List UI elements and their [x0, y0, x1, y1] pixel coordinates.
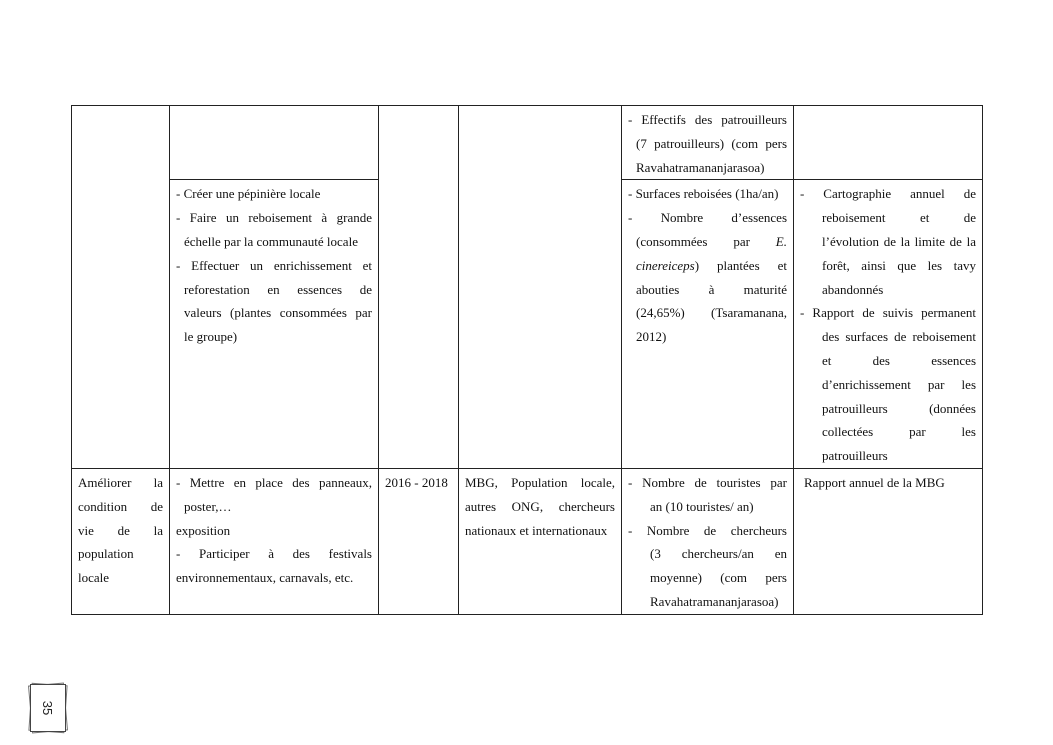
text-line: et des essences — [822, 352, 976, 368]
text-line: Ravahatramananjarasoa) — [650, 593, 779, 609]
text-line: - Créer une pépinière locale — [176, 186, 321, 202]
text-line: autres ONG, chercheurs — [465, 498, 615, 514]
text-line: an (10 touristes/ an) — [650, 498, 754, 514]
text-line: abandonnés — [822, 281, 884, 297]
text-line: - Effectifs des patrouilleurs — [628, 112, 787, 127]
text-line: le groupe) — [184, 329, 238, 345]
verification-cell — [794, 468, 983, 614]
text-line: Améliorer la — [78, 474, 163, 490]
table-row — [72, 106, 983, 180]
text-line: environnementaux, carnavals, etc. — [176, 570, 354, 586]
actor-cell — [459, 106, 622, 469]
table-row — [72, 468, 983, 614]
species-italic: cinereiceps — [636, 257, 695, 273]
text-line: d’enrichissement par les — [822, 376, 976, 392]
actor-cell — [459, 468, 622, 614]
text-line: MBG, Population locale, — [465, 474, 615, 490]
text-line: collectées par les — [822, 424, 976, 440]
text-line: des surfaces de reboisement — [822, 329, 976, 345]
text-line: (3 chercheurs/an en — [650, 546, 787, 562]
text-line: Rapport annuel de la MBG — [804, 474, 945, 490]
text-line: - Cartographie annuel de — [800, 186, 976, 202]
text-line: reboisement et de — [822, 210, 976, 226]
text-line: patrouilleurs — [822, 448, 888, 464]
text-line: l’évolution de la limite de la — [822, 233, 976, 249]
text-line: vie de la — [78, 522, 163, 538]
text-line: - Nombre de chercheurs — [628, 522, 787, 538]
page-number: 35 — [40, 700, 56, 716]
text-line: condition de — [78, 498, 163, 514]
text-line: (24,65%) (Tsaramanana, — [636, 305, 787, 321]
indicator-cell — [622, 180, 794, 469]
text-line: nationaux et internationaux — [465, 522, 608, 538]
text-line: patrouilleurs (données — [822, 400, 976, 416]
text-line: (7 patrouilleurs) (com pers — [636, 135, 787, 151]
logframe-table — [71, 105, 983, 615]
indicator-cell — [622, 468, 794, 614]
period-text: 2016 - 2018 — [385, 474, 448, 490]
activity-cell — [170, 106, 379, 180]
text-line: valeurs (plantes consommées par — [184, 305, 372, 321]
period-cell — [379, 468, 459, 614]
text-fragment: ) plantées et — [694, 257, 787, 273]
activity-cell — [170, 468, 379, 614]
text-line: échelle par la communauté locale — [184, 233, 358, 249]
page-number-badge — [30, 684, 66, 732]
text-line: forêt, ainsi que les tavy — [822, 257, 976, 273]
verification-cell — [794, 180, 983, 469]
text-line: 2012) — [636, 329, 667, 345]
text-line — [628, 230, 787, 254]
text-line: exposition — [176, 522, 231, 538]
text-line: population — [78, 546, 134, 562]
text-line: - Participer à des festivals — [176, 546, 372, 562]
text-line — [628, 254, 787, 278]
period-cell — [379, 106, 459, 469]
text-line: locale — [78, 570, 110, 586]
text-line: - Rapport de suivis permanent — [800, 305, 976, 321]
text-line: Ravahatramananjarasoa) — [636, 159, 765, 175]
text-line: - Nombre de touristes par — [628, 474, 787, 490]
text-line: - Mettre en place des panneaux, — [176, 474, 372, 490]
text-line: - Faire un reboisement à grande — [176, 210, 372, 226]
objective-cell — [72, 468, 170, 614]
activity-cell — [170, 180, 379, 469]
text-line: - Nombre d’essences — [628, 210, 787, 226]
text-line: abouties à maturité — [636, 281, 787, 297]
verification-cell — [794, 106, 983, 180]
species-italic: E. — [775, 233, 787, 249]
text-line: - Surfaces reboisées (1ha/an) — [628, 186, 779, 202]
text-line: moyenne) (com pers — [650, 570, 787, 586]
text-fragment: (consommées par — [636, 233, 750, 249]
text-line: - Effectuer un enrichissement et — [176, 257, 372, 273]
indicator-cell — [622, 106, 794, 180]
objective-cell — [72, 106, 170, 469]
text-line: reforestation en essences de — [184, 281, 372, 297]
text-line: poster,… — [184, 498, 232, 514]
